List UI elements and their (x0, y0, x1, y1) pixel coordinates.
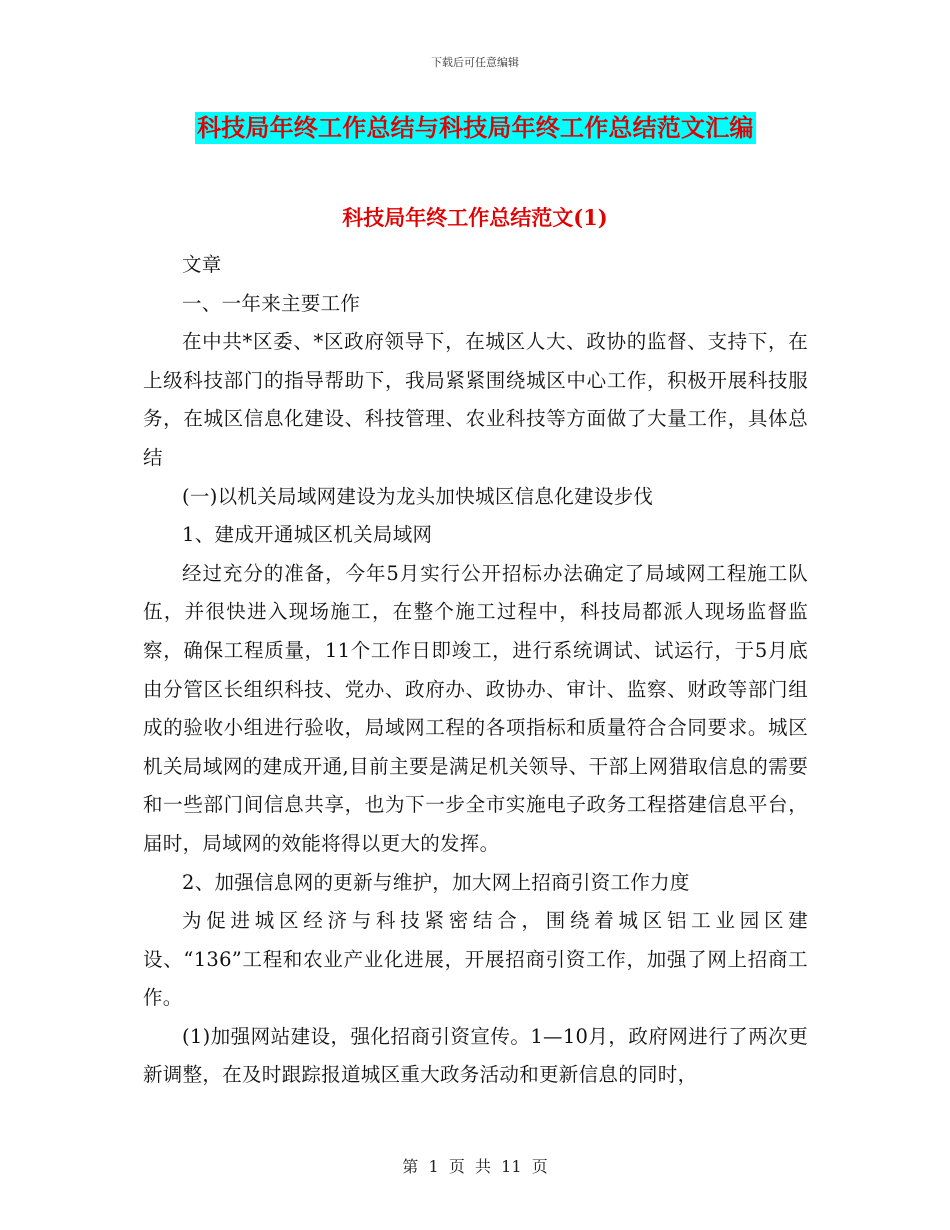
item-heading-lan-built: 1、建成开通城区机关局域网 (182, 523, 433, 547)
paragraph-investment: 为促进城区经济与科技紧密结合，围绕着城区铝工业园区建设、“136”工程和农业产业化进展，开展招商引资工作，加强了网上招商工作。 (143, 909, 808, 1010)
paragraph-intro: 在中共*区委、*区政府领导下，在城区人大、政协的监督、支持下，在上级科技部门的指导帮助下，我局紧紧围绕城区中心工作，积极开展科技服务，在城区信息化建设、科技管理、农业科技等方面做了大量工作，具体总结 (143, 330, 808, 469)
page-number-footer: 第 1 页 共 11 页 (402, 1157, 548, 1176)
document-sub-title: 科技局年终工作总结范文(1) (342, 205, 608, 230)
header-note: 下载后可任意编辑 (431, 56, 519, 69)
section-heading-main-work: 一、一年来主要工作 (182, 291, 361, 315)
document-main-title: 科技局年终工作总结与科技局年终工作总结范文汇编 (197, 113, 754, 142)
item-heading-info-network: 2、加强信息网的更新与维护，加大网上招商引资工作力度 (182, 870, 690, 894)
document-body (143, 246, 808, 1095)
paragraph-lan-details: 经过充分的准备，今年5月实行公开招标办法确定了局域网工程施工队伍，并很快进入现场施工，在整个施工过程中，科技局都派人现场监督监察，确保工程质量，11个工作日即竣工，进行系统调试、试运行，于5月底由分管区长组织科技、党办、政府办、政协办、审计、监察、财政等部门组成的验收小组进行验收，局域网工程的各项指标和质量符合合同要求。城区机关局域网的建成开通,目前主要是满足机关领导、干部上网猎取信息的需要和一些部门间信息共享，也为下一步全市实施电子政务工程搭建信息平台，届时，局域网的效能将得以更大的发挥。 (143, 561, 808, 855)
paragraph-article-label: 文章 (182, 253, 222, 276)
subsection-heading-lan: (一)以机关局域网建设为龙头加快城区信息化建设步伐 (182, 484, 654, 508)
paragraph-website-building: (1)加强网站建设，强化招商引资宣传。1—10月，政府网进行了两次更新调整，在及时跟踪报道城区重大政务活动和更新信息的同时， (143, 1024, 808, 1087)
